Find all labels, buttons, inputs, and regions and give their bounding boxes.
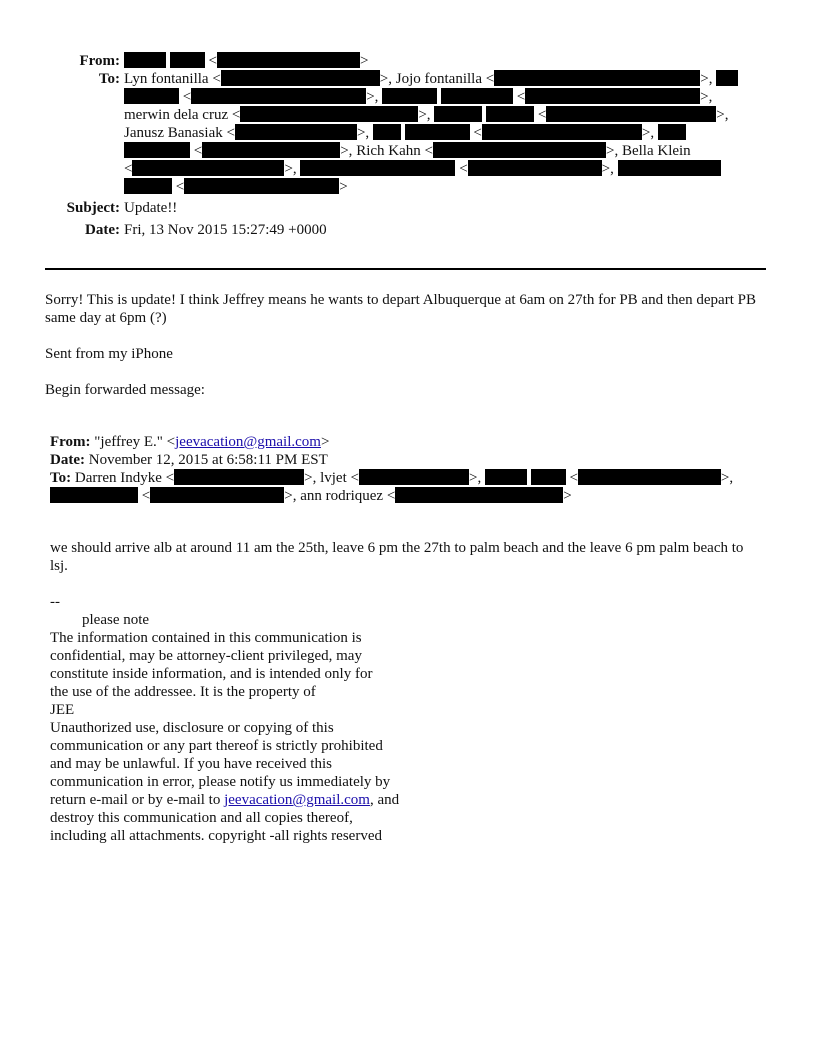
redaction (658, 124, 686, 140)
sig-text: , and (369, 792, 400, 808)
from-label: From: (79, 53, 120, 69)
sig-dashes: -- (50, 594, 60, 610)
redaction (485, 469, 527, 485)
sig-email-link[interactable]: jeevacation@gmail.com (224, 792, 370, 808)
sig-line: communication in error, please notify us immediately by (50, 774, 391, 790)
redaction (124, 88, 179, 104)
date-label: Date: (85, 222, 120, 238)
recipient-name: Jojo fontanilla (395, 71, 483, 87)
message-body (45, 291, 765, 417)
fwd-to-label: To: (50, 470, 72, 486)
redaction (486, 106, 534, 122)
email-header (0, 52, 816, 239)
fwd-to-row: To: Darren Indyke < >, lvjet < >, < >, < >, ann rodriquez < > (50, 470, 734, 504)
redaction (531, 469, 566, 485)
redaction (240, 106, 418, 122)
redaction (359, 469, 469, 485)
sig-line: including all attachments. copyright -all rights reserved (50, 828, 382, 844)
sig-line: The information contained in this communication is (50, 630, 362, 646)
sig-text: return e-mail or by e-mail to (50, 792, 225, 808)
recipient-name: merwin dela cruz (124, 107, 229, 123)
redaction (202, 142, 340, 158)
redaction (50, 487, 138, 503)
date-value: Fri, 13 Nov 2015 15:27:49 +0000 (124, 222, 327, 238)
sig-line: communication or any part thereof is strictly prohibited (50, 738, 383, 754)
redaction (170, 52, 205, 68)
signature-block (50, 593, 450, 845)
redaction (124, 52, 166, 68)
redaction (221, 70, 380, 86)
redaction (217, 52, 360, 68)
fwd-from-row: From: "jeffrey E." <jeevacation@gmail.com> (50, 434, 330, 450)
redaction (373, 124, 401, 140)
redaction (618, 160, 721, 176)
redaction (546, 106, 716, 122)
redaction (405, 124, 470, 140)
sig-line: Unauthorized use, disclosure or copying of this (50, 720, 334, 736)
to-row (0, 70, 816, 196)
sig-line: JEE (50, 702, 75, 718)
sig-line: constitute inside information, and is intended only for (50, 666, 373, 682)
recipient-name: Janusz Banasiak (124, 125, 223, 141)
body-paragraph: Begin forwarded message: (45, 382, 205, 398)
sig-line: and may be unlawful. If you have received this (50, 756, 332, 772)
redaction (482, 124, 642, 140)
to-value: Lyn fontanilla < >, Jojo fontanilla < >, < >, < >, merwin dela cruz < >, < >, Janusz Banasiak < >, < >, < >, Rich Kahn < >, Bella Klein < >, < >, < > (124, 70, 764, 196)
redaction (132, 160, 284, 176)
redaction (494, 70, 700, 86)
fwd-to-text: , ann rodriquez < (292, 488, 396, 504)
fwd-date-label: Date: (50, 452, 85, 468)
date-row (0, 221, 816, 239)
forwarded-message: we should arrive alb at around 11 am the 25th, leave 6 pm the 27th to palm beach and the leave 6 pm palm beach to lsj. (50, 540, 744, 574)
redaction (150, 487, 284, 503)
recipient-name: Bella Klein (621, 143, 691, 159)
from-row (0, 52, 816, 70)
fwd-from-email-link[interactable]: jeevacation@gmail.com (175, 434, 321, 450)
sig-line: destroy this communication and all copies thereof, (50, 810, 353, 826)
redaction (395, 487, 563, 503)
redaction (124, 142, 190, 158)
fwd-from-name: "jeffrey E." < (94, 434, 176, 450)
redaction (382, 88, 437, 104)
redaction (578, 469, 721, 485)
recipient-name: Lyn fontanilla (124, 71, 209, 87)
sig-line: the use of the addressee. It is the property of (50, 684, 316, 700)
redaction (434, 106, 482, 122)
redaction (441, 88, 513, 104)
subject-label: Subject: (66, 200, 120, 216)
sig-line: confidential, may be attorney-client privileged, may (50, 648, 362, 664)
redaction (184, 178, 339, 194)
to-label: To: (98, 71, 120, 87)
recipient-name: Rich Kahn (356, 143, 421, 159)
from-value: < > (124, 52, 764, 70)
redaction (468, 160, 602, 176)
fwd-date-row (50, 451, 770, 469)
body-paragraph: Sorry! This is update! I think Jeffrey means he wants to depart Albuquerque at 6am on 27th for PB and then depart PB same day at 6pm (?) (45, 292, 756, 326)
sig-note-title: please note (82, 612, 150, 628)
redaction (191, 88, 366, 104)
sig-line (50, 791, 450, 809)
fwd-to-text: >, lvjet < (304, 470, 359, 486)
subject-value: Update!! (124, 200, 178, 216)
body-paragraph: Sent from my iPhone (45, 346, 173, 362)
fwd-date-value: November 12, 2015 at 6:58:11 PM EST (88, 452, 328, 468)
redaction (300, 160, 455, 176)
forwarded-header (50, 433, 770, 505)
redaction (716, 70, 738, 86)
redaction (433, 142, 606, 158)
redaction (124, 178, 172, 194)
fwd-from-label: From: (50, 434, 91, 450)
redaction (235, 124, 357, 140)
subject-row (0, 199, 816, 217)
header-divider (45, 268, 766, 270)
redaction (525, 88, 700, 104)
fwd-to-text: Darren Indyke < (74, 470, 175, 486)
redaction (174, 469, 304, 485)
